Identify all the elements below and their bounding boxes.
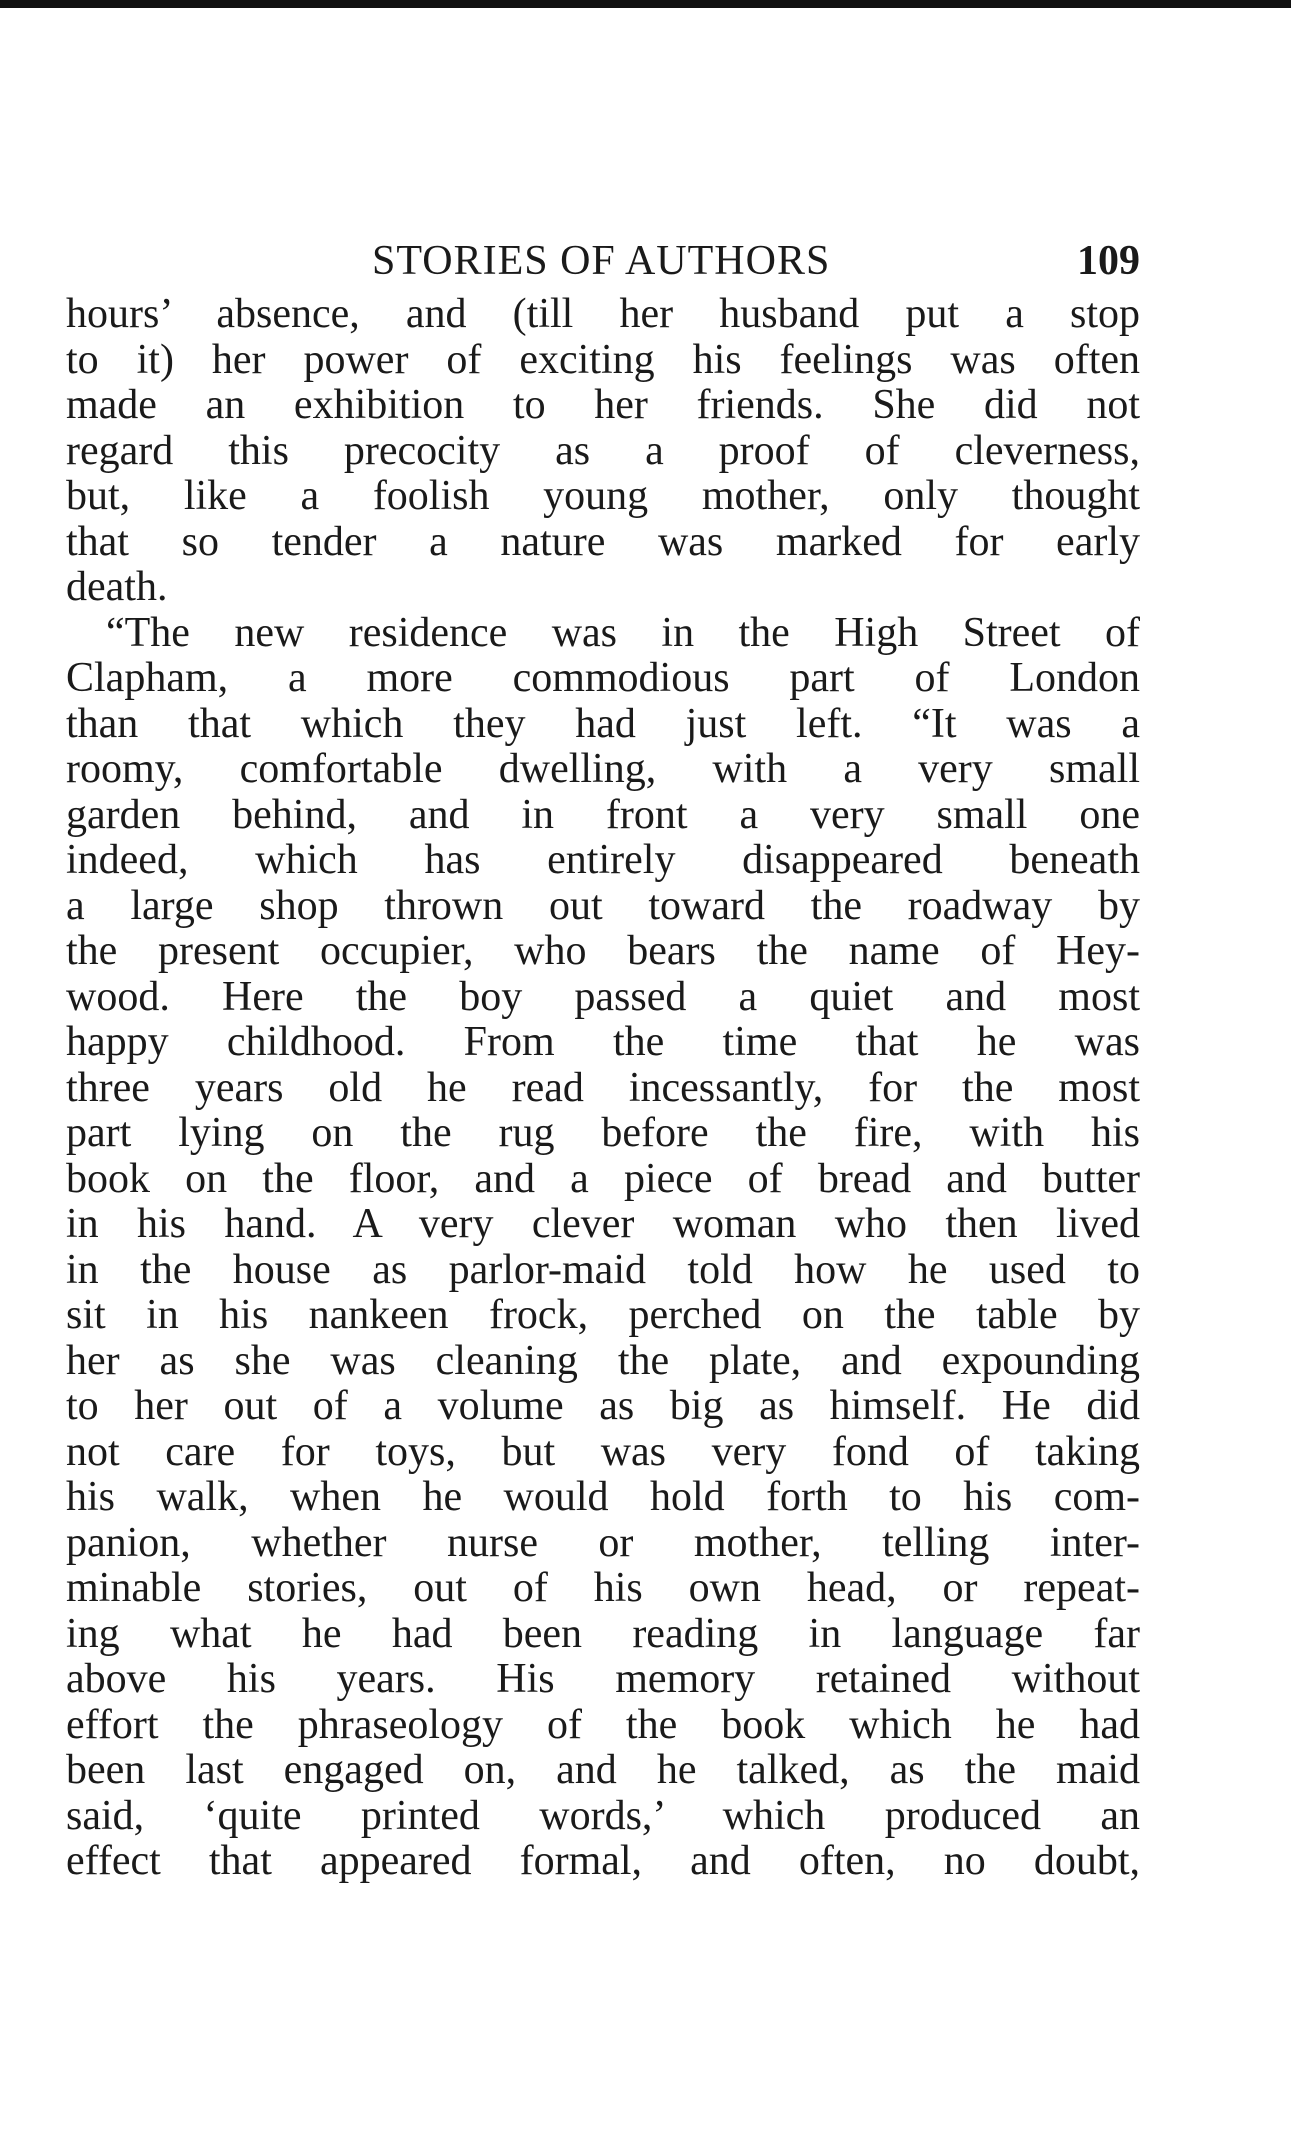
text-line: three years old he read incessantly, for the most (66, 1064, 1140, 1111)
text-line: the present occupier, who bears the name of Hey- (66, 928, 1140, 974)
text-line: not care for toys, but was very fond of taking (66, 1428, 1140, 1475)
text-line: in his hand. A very clever woman who then lived (66, 1201, 1140, 1247)
text-line: book on the floor, and a piece of bread and butter (66, 1155, 1140, 1202)
top-border-rule (0, 0, 1291, 8)
text-line: panion, whether nurse or mother, telling inter- (66, 1519, 1140, 1566)
running-title: STORIES OF AUTHORS (372, 238, 831, 284)
text-line: minable stories, out of his own head, or repeat- (66, 1565, 1140, 1611)
text-line: a large shop thrown out toward the roadway by (66, 882, 1140, 929)
text-line: regard this precocity as a proof of cleverness, (66, 427, 1140, 474)
book-page (66, 230, 1140, 1885)
text-line: said, ‘quite printed words,’ which produced an (66, 1792, 1140, 1839)
paragraph-1 (66, 292, 1140, 611)
text-line: her as she was cleaning the plate, and expounding (66, 1337, 1140, 1384)
text-line: roomy, comfortable dwelling, with a very small (66, 746, 1140, 792)
page-number: 109 (1077, 238, 1140, 284)
text-line: wood. Here the boy passed a quiet and most (66, 973, 1140, 1020)
text-line: happy childhood. From the time that he was (66, 1019, 1140, 1065)
text-line: “The new residence was in the High Street of (106, 609, 1140, 656)
text-line: garden behind, and in front a very small one (66, 791, 1140, 838)
text-line: ing what he had been reading in language far (66, 1610, 1140, 1657)
text-line: that so tender a nature was marked for early (66, 518, 1140, 565)
running-head (66, 230, 1140, 292)
text-line: effort the phraseology of the book which he had (66, 1701, 1140, 1748)
text-line: Clapham, a more commodious part of London (66, 655, 1140, 701)
text-line: indeed, which has entirely disappeared beneath (66, 837, 1140, 883)
text-line: sit in his nankeen frock, perched on the table by (66, 1292, 1140, 1338)
text-line: death. (66, 564, 168, 610)
text-line: but, like a foolish young mother, only thought (66, 473, 1140, 519)
text-line: in the house as parlor-maid told how he used to (66, 1246, 1140, 1293)
text-line: his walk, when he would hold forth to his com- (66, 1474, 1140, 1520)
text-line: to it) her power of exciting his feelings was often (66, 336, 1140, 383)
text-line: part lying on the rug before the fire, with his (66, 1110, 1140, 1156)
text-line: been last engaged on, and he talked, as the maid (66, 1747, 1140, 1793)
text-line: made an exhibition to her friends. She did not (66, 382, 1140, 428)
paragraph-2 (66, 611, 1140, 1885)
text-line: than that which they had just left. “It was a (66, 700, 1140, 747)
text-line: to her out of a volume as big as himself. He did (66, 1383, 1140, 1429)
text-line: above his years. His memory retained without (66, 1656, 1140, 1702)
text-line: effect that appeared formal, and often, no doubt, (66, 1838, 1140, 1884)
text-line: hours’ absence, and (till her husband put a stop (66, 291, 1140, 337)
